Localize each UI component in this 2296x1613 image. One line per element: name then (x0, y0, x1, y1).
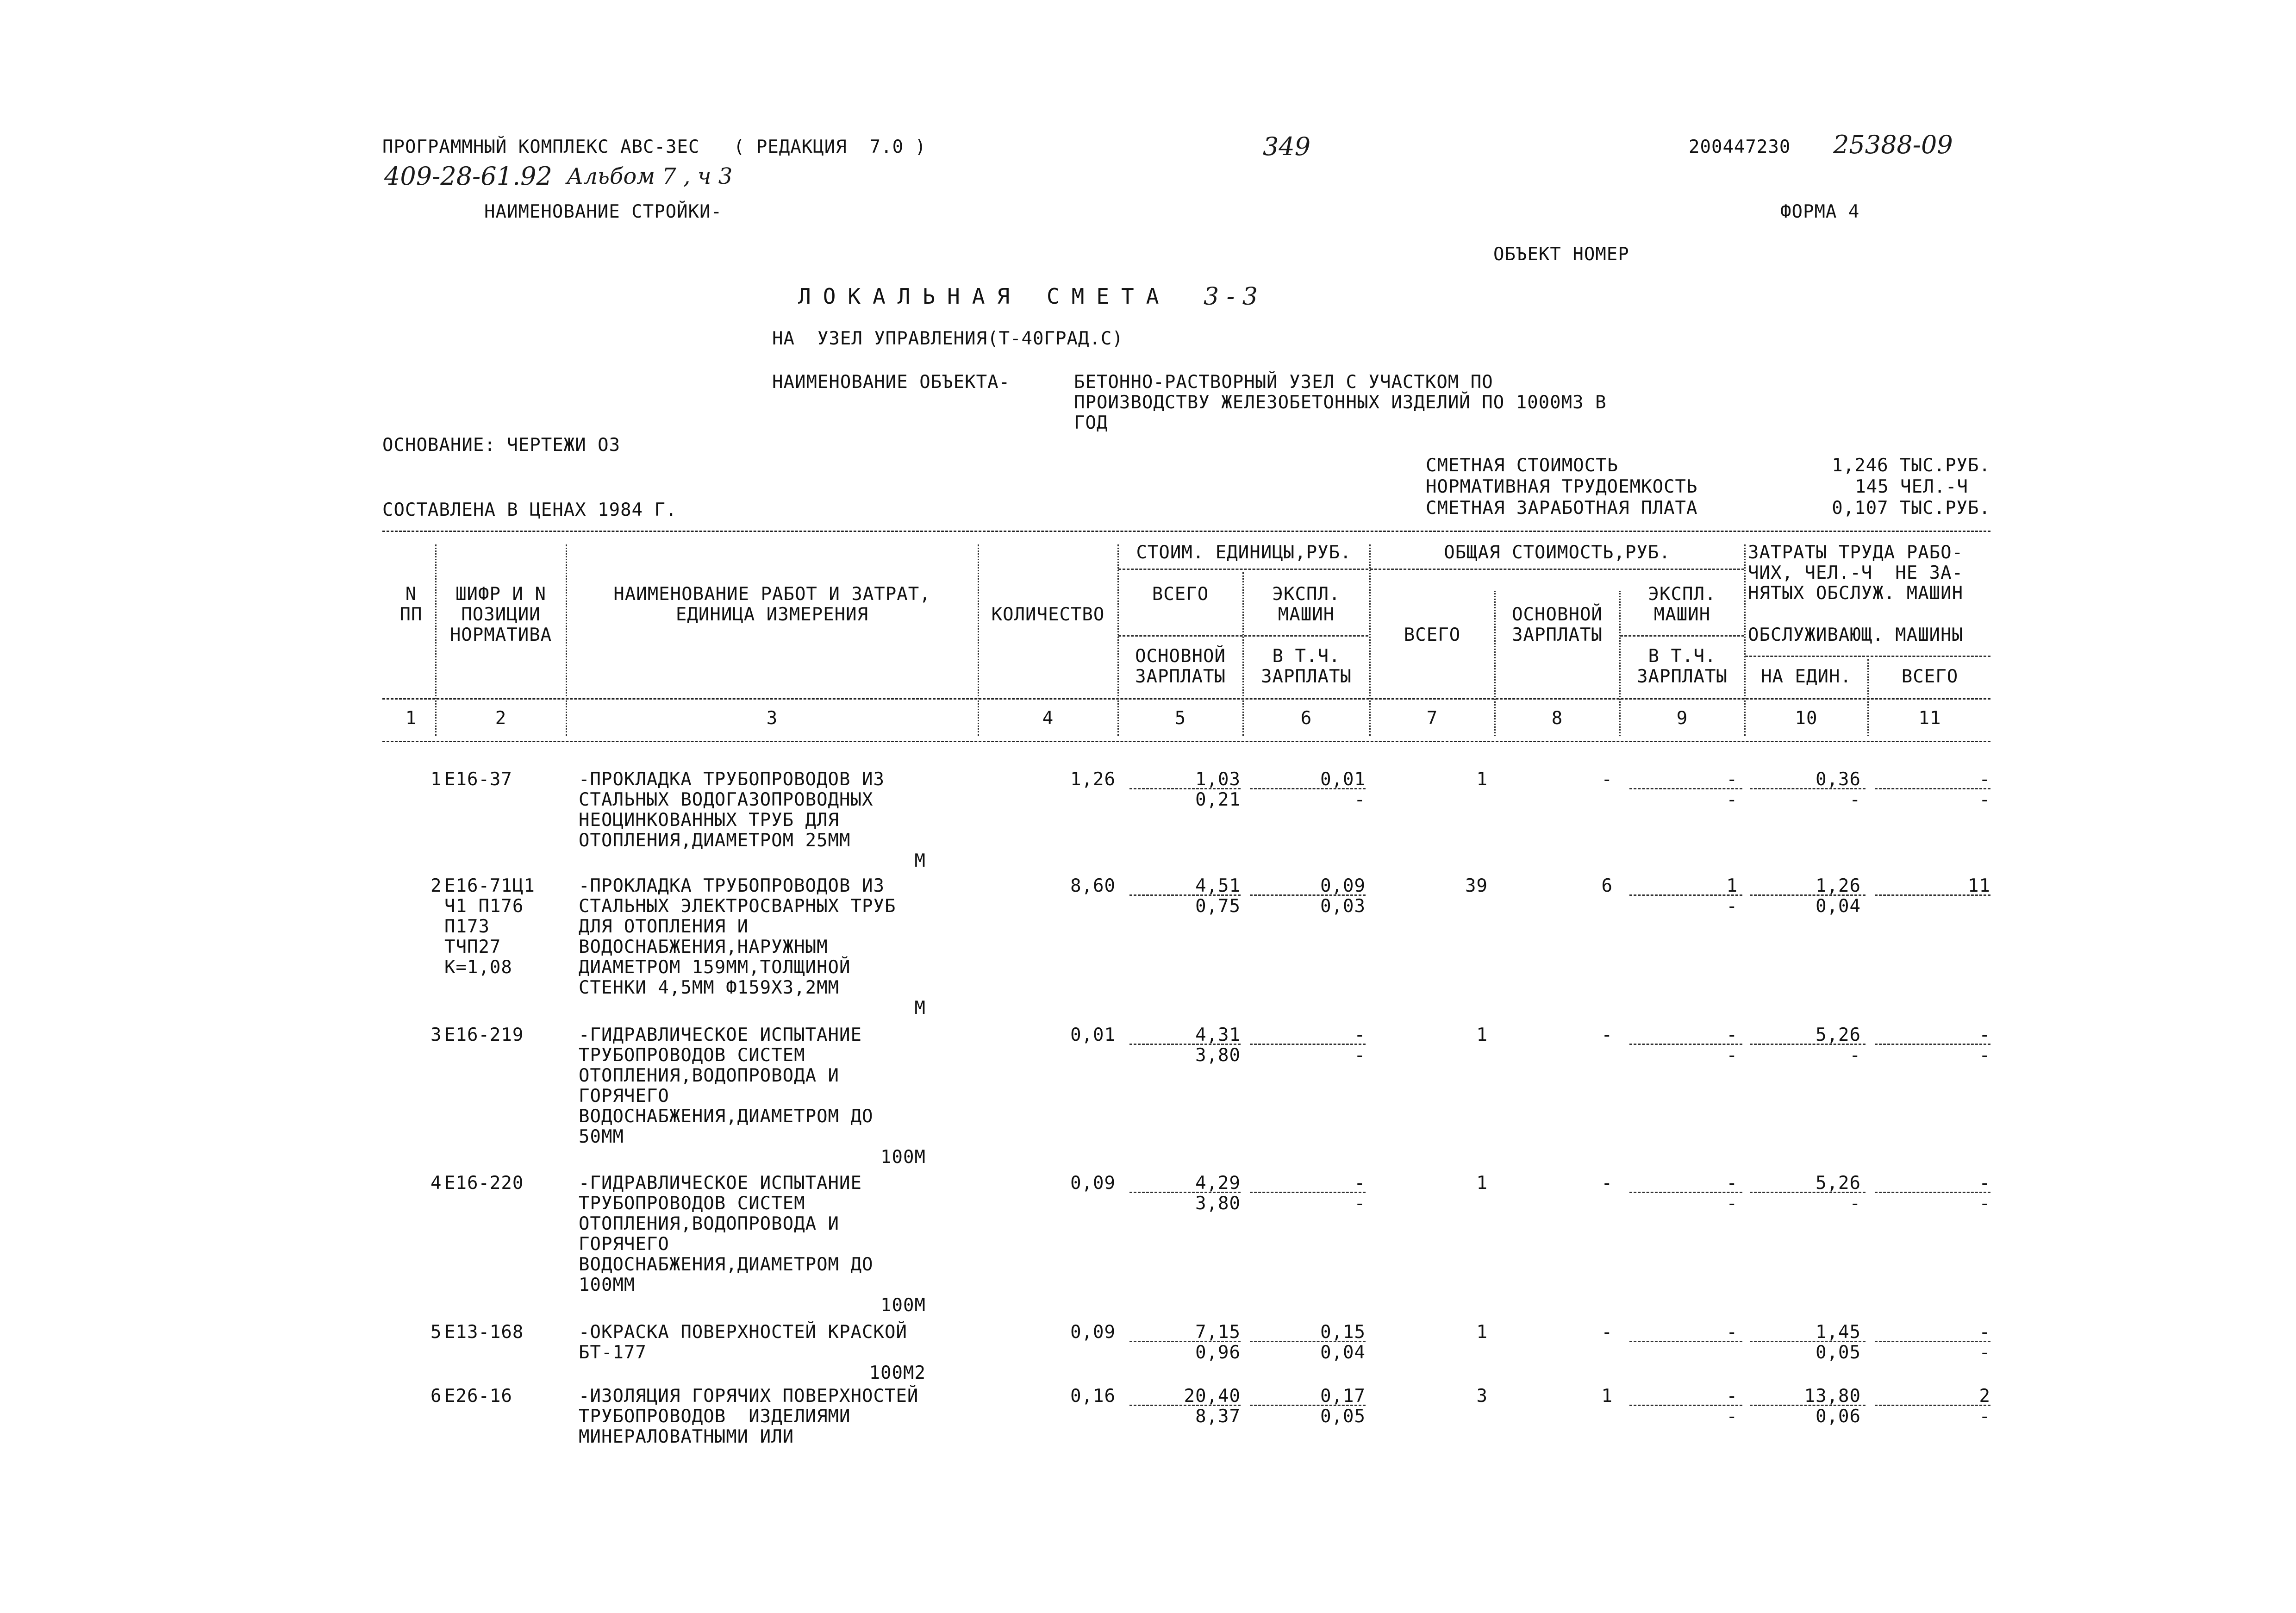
colnum-8: 8 (1551, 708, 1563, 729)
colnum-6: 6 (1300, 708, 1312, 729)
hdr-unit-cost: СТОИМ. ЕДИНИЦЫ,РУБ. (1136, 542, 1352, 563)
row-total-incl: - (1726, 1193, 1738, 1214)
hdr-total-all: ВСЕГО (1404, 625, 1461, 645)
row-unit: 100М (880, 1147, 926, 1168)
row-name-line: ТРУБОПРОВОДОВ СИСТЕМ (579, 1045, 805, 1066)
colnum-5: 5 (1174, 708, 1186, 729)
row-unit: 100М2 (869, 1363, 926, 1383)
row-labor-total: - (1979, 769, 1990, 790)
hdr-total-incl-2: ЗАРПЛАТЫ (1637, 666, 1728, 687)
row-labor-unit: 5,26 (1816, 1173, 1861, 1194)
hdr-labor-4: ОБСЛУЖИВАЮЩ. МАШИНЫ (1748, 625, 1964, 645)
row-total-expl: - (1726, 769, 1738, 790)
hdr-labor-total: ВСЕГО (1901, 666, 1959, 687)
row-name-line: МИНЕРАЛОВАТНЫМИ ИЛИ (579, 1426, 794, 1447)
row-labor-total: 11 (1968, 875, 1990, 896)
hdr-total-wage-2: ЗАРПЛАТЫ (1512, 625, 1603, 645)
colnum-3: 3 (766, 708, 778, 729)
labor-rule (1745, 656, 1990, 657)
row-number: 1 (430, 769, 442, 790)
row-subrule-total-expl (1629, 788, 1742, 789)
row-name-line: ГОРЯЧЕГО (579, 1234, 669, 1255)
row-code: Е13-168 (444, 1322, 524, 1343)
row-subrule-labor-total (1875, 1192, 1990, 1193)
row-subrule-labor-total (1875, 1341, 1990, 1342)
total-expl-rule (1620, 635, 1744, 637)
row-unit-incl: - (1354, 1045, 1366, 1066)
hdr-unit-total: ВСЕГО (1152, 584, 1209, 605)
hdr-total-expl-2: МАШИН (1653, 604, 1711, 625)
hdr-n: N (405, 584, 417, 605)
row-subrule-labor-total (1875, 788, 1990, 789)
row-total-wage: 1 (1601, 1386, 1613, 1407)
row-total: 1 (1476, 769, 1488, 790)
row-total-wage: 6 (1601, 875, 1613, 896)
row-name-line: ОТОПЛЕНИЯ,ВОДОПРОВОДА И (579, 1213, 840, 1234)
row-name-line: 100ММ (579, 1275, 636, 1295)
col-divider-3 (978, 544, 979, 736)
row-labor-unit-2: 0,05 (1816, 1342, 1861, 1363)
row-labor-unit: 1,26 (1816, 875, 1861, 896)
row-number: 6 (430, 1386, 442, 1407)
col-divider-6 (1369, 544, 1371, 736)
row-unit-expl: 0,15 (1320, 1322, 1366, 1343)
hdr-total-cost: ОБЩАЯ СТОИМОСТЬ,РУБ. (1444, 542, 1671, 563)
hdr-labor-unit: НА ЕДИН. (1761, 666, 1852, 687)
basis-label: ОСНОВАНИЕ: ЧЕРТЕЖИ ОЗ (382, 435, 621, 456)
row-total: 39 (1465, 875, 1488, 896)
row-total-wage: - (1601, 1025, 1613, 1045)
hdr-shifr-1: ШИФР И N (455, 584, 546, 605)
row-code: Е16-219 (444, 1025, 524, 1045)
row-subrule-labor-unit (1750, 1044, 1866, 1045)
total-cost-rule (1370, 569, 1744, 570)
row-total-incl: - (1726, 789, 1738, 810)
price-basis: СОСТАВЛЕНА В ЦЕНАХ 1984 Г. (382, 500, 677, 520)
row-unit: 100М (880, 1295, 926, 1316)
hdr-shifr-3: НОРМАТИВА (449, 625, 552, 645)
summary-wage-label: СМЕТНАЯ ЗАРАБОТНАЯ ПЛАТА (1426, 498, 1698, 519)
row-name-line: -ГИДРАВЛИЧЕСКОЕ ИСПЫТАНИЕ (579, 1173, 862, 1194)
row-name-line: -ПРОКЛАДКА ТРУБОПРОВОДОВ ИЗ (579, 769, 885, 790)
row-labor-total: 2 (1979, 1386, 1990, 1407)
row-unit-total: 7,15 (1195, 1322, 1241, 1343)
row-total-expl: - (1726, 1386, 1738, 1407)
hdr-name-2: ЕДИНИЦА ИЗМЕРЕНИЯ (675, 604, 869, 625)
row-name-line: ОТОПЛЕНИЯ,ДИАМЕТРОМ 25ММ (579, 830, 851, 851)
colnum-9: 9 (1676, 708, 1688, 729)
row-quantity: 0,16 (1070, 1386, 1116, 1407)
hdr-pp: ПП (399, 604, 423, 625)
row-unit-incl: 0,04 (1320, 1342, 1366, 1363)
hdr-labor-1: ЗАТРАТЫ ТРУДА РАБО- (1748, 542, 1964, 563)
row-unit-total: 1,03 (1195, 769, 1241, 790)
row-total-wage: - (1601, 1173, 1613, 1194)
hdr-unit-incl-1: В Т.Ч. (1272, 646, 1341, 667)
col-divider-10 (1867, 659, 1869, 736)
page-number-handwritten: 349 (1263, 132, 1311, 161)
object-number-label: ОБЪЕКТ НОМЕР (1493, 244, 1629, 265)
row-number: 3 (430, 1025, 442, 1045)
row-number: 5 (430, 1322, 442, 1343)
row-unit-wage: 0,96 (1195, 1342, 1241, 1363)
row-code: Е16-71Ц1 (444, 875, 535, 896)
col-divider-8 (1619, 591, 1621, 736)
row-total-wage: - (1601, 1322, 1613, 1343)
document-heading: ЛОКАЛЬНАЯ СМЕТА (798, 284, 1171, 309)
row-unit-expl: - (1354, 1025, 1366, 1045)
colnum-1: 1 (405, 708, 417, 729)
row-unit-total: 4,51 (1195, 875, 1241, 896)
unit-cost-rule-1 (1118, 569, 1368, 570)
summary-labor-label: НОРМАТИВНАЯ ТРУДОЕМКОСТЬ (1426, 476, 1698, 497)
document-code-handwritten: 25388-09 (1833, 130, 1953, 159)
row-unit-expl: - (1354, 1173, 1366, 1194)
row-quantity: 0,09 (1070, 1173, 1116, 1194)
colnum-10: 10 (1795, 708, 1818, 729)
row-name-line: ВОДОСНАБЖЕНИЯ,ДИАМЕТРОМ ДО (579, 1254, 873, 1275)
row-unit-wage: 0,75 (1195, 896, 1241, 917)
hdr-total-expl-1: ЭКСПЛ. (1648, 584, 1716, 605)
hdr-labor-2: ЧИХ, ЧЕЛ.-Ч НЕ ЗА- (1748, 563, 1964, 583)
col-divider-9 (1744, 544, 1746, 736)
col-divider-7 (1494, 591, 1496, 736)
program-name: ПРОГРАММНЫЙ КОМПЛЕКС АВС-ЗЕС ( РЕДАКЦИЯ 7.0 ) (382, 137, 927, 157)
estimate-number-handwritten: 3 - 3 (1204, 283, 1258, 311)
row-total-expl: - (1726, 1173, 1738, 1194)
row-unit-incl: 0,03 (1320, 896, 1366, 917)
row-total-wage: - (1601, 769, 1613, 790)
row-quantity: 0,01 (1070, 1025, 1116, 1045)
row-quantity: 0,09 (1070, 1322, 1116, 1343)
stroika-label: НАИМЕНОВАНИЕ СТРОЙКИ- (484, 201, 723, 222)
row-subrule-total-expl (1629, 1044, 1742, 1045)
row-unit-incl: - (1354, 1193, 1366, 1214)
row-labor-unit-2: - (1849, 1045, 1861, 1066)
row-labor-unit-2: - (1849, 1193, 1861, 1214)
row-subrule-unit-expl (1250, 1044, 1366, 1045)
row-unit-incl: - (1354, 789, 1366, 810)
summary-wage-value: 0,107 ТЫС.РУБ. (1832, 498, 1990, 519)
document-code: 200447230 (1689, 137, 1791, 157)
row-unit-total: 20,40 (1184, 1386, 1241, 1407)
col-divider-4 (1117, 544, 1119, 736)
row-total: 1 (1476, 1322, 1488, 1343)
summary-cost-value: 1,246 ТЫС.РУБ. (1832, 455, 1990, 476)
row-total-expl: - (1726, 1025, 1738, 1045)
hdr-unit-wage-2: ЗАРПЛАТЫ (1135, 666, 1226, 687)
colnum-4: 4 (1042, 708, 1054, 729)
object-line-1: БЕТОННО-РАСТВОРНЫЙ УЗЕЛ С УЧАСТКОМ ПО (1074, 372, 1493, 393)
row-subrule-unit-expl (1250, 788, 1366, 789)
row-subrule-total-expl (1629, 1192, 1742, 1193)
row-labor-unit: 0,36 (1816, 769, 1861, 790)
row-name-line: СТАЛЬНЫХ ВОДОГАЗОПРОВОДНЫХ (579, 789, 873, 810)
row-total-expl: - (1726, 1322, 1738, 1343)
row-number: 4 (430, 1173, 442, 1194)
row-name-line: 50ММ (579, 1126, 624, 1147)
row-total: 3 (1476, 1386, 1488, 1407)
hdr-labor-3: НЯТЫХ ОБСЛУЖ. МАШИН (1748, 583, 1964, 604)
row-labor-total-2: - (1979, 1406, 1990, 1427)
row-unit: М (914, 998, 926, 1019)
object-line-3: ГОД (1074, 413, 1108, 433)
row-labor-unit: 13,80 (1804, 1386, 1861, 1407)
row-unit-wage: 3,80 (1195, 1045, 1241, 1066)
hdr-unit-expl-2: МАШИН (1278, 604, 1335, 625)
album-label-handwritten: Альбом 7 , ч 3 (567, 163, 733, 189)
row-labor-total: - (1979, 1025, 1990, 1045)
row-labor-total-2: - (1979, 1342, 1990, 1363)
row-name-line: ВОДОСНАБЖЕНИЯ,ДИАМЕТРОМ ДО (579, 1106, 873, 1127)
header-bottom-rule (382, 698, 1990, 700)
object-label: НАИМЕНОВАНИЕ ОБЪЕКТА- (772, 372, 1011, 393)
colnum-11: 11 (1918, 708, 1941, 729)
row-code: Е16-220 (444, 1173, 524, 1194)
row-labor-total: - (1979, 1322, 1990, 1343)
row-subrule-total-expl (1629, 1341, 1742, 1342)
row-code: П173 (444, 916, 490, 937)
row-labor-unit: 1,45 (1816, 1322, 1861, 1343)
row-labor-total-2: - (1979, 789, 1990, 810)
row-name-line: -ИЗОЛЯЦИЯ ГОРЯЧИХ ПОВЕРХНОСТЕЙ (579, 1386, 919, 1407)
hdr-unit-expl-1: ЭКСПЛ. (1272, 584, 1341, 605)
row-name-line: ТРУБОПРОВОДОВ ИЗДЕЛИЯМИ (579, 1406, 851, 1427)
hdr-total-wage-1: ОСНОВНОЙ (1512, 604, 1603, 625)
row-subrule-unit-expl (1250, 1192, 1366, 1193)
row-labor-unit: 5,26 (1816, 1025, 1861, 1045)
row-labor-unit-2: - (1849, 789, 1861, 810)
row-name-line: ТРУБОПРОВОДОВ СИСТЕМ (579, 1193, 805, 1214)
row-total: 1 (1476, 1173, 1488, 1194)
row-name-line: ДИАМЕТРОМ 159ММ,ТОЛЩИНОЙ (579, 957, 851, 978)
row-unit-wage: 0,21 (1195, 789, 1241, 810)
row-subrule-labor-total (1875, 1044, 1990, 1045)
row-name-line: НЕОЦИНКОВАННЫХ ТРУБ ДЛЯ (579, 810, 840, 831)
row-labor-unit-2: 0,06 (1816, 1406, 1861, 1427)
album-code-handwritten: 409-28-61.92 (384, 162, 552, 191)
row-name-line: ОТОПЛЕНИЯ,ВОДОПРОВОДА И (579, 1065, 840, 1086)
row-total-incl: - (1726, 1406, 1738, 1427)
row-labor-total: - (1979, 1173, 1990, 1194)
row-unit-total: 4,31 (1195, 1025, 1241, 1045)
row-subrule-total-expl (1629, 1405, 1742, 1406)
row-unit-expl: 0,01 (1320, 769, 1366, 790)
object-line-2: ПРОИЗВОДСТВУ ЖЕЛЕЗОБЕТОННЫХ ИЗДЕЛИЙ ПО 1000М3 В (1074, 392, 1607, 413)
row-unit-total: 4,29 (1195, 1173, 1241, 1194)
row-name-line: -ГИДРАВЛИЧЕСКОЕ ИСПЫТАНИЕ (579, 1025, 862, 1045)
summary-cost-label: СМЕТНАЯ СТОИМОСТЬ (1426, 455, 1619, 476)
colnum-7: 7 (1426, 708, 1438, 729)
hdr-name-1: НАИМЕНОВАНИЕ РАБОТ И ЗАТРАТ, (613, 584, 931, 605)
form-number: ФОРМА 4 (1780, 201, 1860, 222)
row-subrule-total-expl (1629, 894, 1742, 896)
row-subrule-labor-total (1875, 894, 1990, 896)
hdr-total-incl-1: В Т.Ч. (1648, 646, 1716, 667)
row-quantity: 1,26 (1070, 769, 1116, 790)
hdr-unit-incl-2: ЗАРПЛАТЫ (1261, 666, 1352, 687)
row-total: 1 (1476, 1025, 1488, 1045)
row-unit-expl: 0,17 (1320, 1386, 1366, 1407)
row-total-incl: - (1726, 1045, 1738, 1066)
row-quantity: 8,60 (1070, 875, 1116, 896)
row-code: К=1,08 (444, 957, 512, 978)
hdr-qty: КОЛИЧЕСТВО (991, 604, 1105, 625)
colnum-2: 2 (495, 708, 507, 729)
row-number: 2 (430, 875, 442, 896)
row-code: Е16-37 (444, 769, 512, 790)
col-divider-5 (1242, 572, 1244, 736)
row-unit-wage: 3,80 (1195, 1193, 1241, 1214)
hdr-shifr-2: ПОЗИЦИИ (461, 604, 541, 625)
row-name-line: -ПРОКЛАДКА ТРУБОПРОВОДОВ ИЗ (579, 875, 885, 896)
colnum-bottom-rule (382, 741, 1990, 742)
row-labor-total-2: - (1979, 1193, 1990, 1214)
summary-labor-value: 145 ЧЕЛ.-Ч (1855, 476, 1968, 497)
row-labor-unit-2: 0,04 (1816, 896, 1861, 917)
row-subrule-labor-unit (1750, 788, 1866, 789)
row-subrule-labor-total (1875, 1405, 1990, 1406)
row-name-line: ДЛЯ ОТОПЛЕНИЯ И (579, 916, 749, 937)
table-top-rule (382, 531, 1990, 532)
row-subrule-labor-unit (1750, 1192, 1866, 1193)
row-labor-total-2: - (1979, 1045, 1990, 1066)
row-unit-incl: 0,05 (1320, 1406, 1366, 1427)
row-name-line: -ОКРАСКА ПОВЕРХНОСТЕЙ КРАСКОЙ (579, 1322, 907, 1343)
row-unit-wage: 8,37 (1195, 1406, 1241, 1427)
col-divider-1 (435, 544, 437, 736)
row-name-line: БТ-177 (579, 1342, 647, 1363)
row-name-line: СТАЛЬНЫХ ЭЛЕКТРОСВАРНЫХ ТРУБ (579, 896, 896, 917)
row-name-line: ВОДОСНАБЖЕНИЯ,НАРУЖНЫМ (579, 937, 828, 957)
row-unit-expl: 0,09 (1320, 875, 1366, 896)
row-code: Ч1 П176 (444, 896, 524, 917)
row-unit: М (914, 850, 926, 871)
col-divider-2 (566, 544, 567, 736)
row-code: ТЧП27 (444, 937, 501, 957)
hdr-unit-wage-1: ОСНОВНОЙ (1135, 646, 1226, 667)
row-total-incl: - (1726, 896, 1738, 917)
estimate-subject: НА УЗЕЛ УПРАВЛЕНИЯ(Т-40ГРАД.С) (772, 328, 1123, 349)
row-name-line: ГОРЯЧЕГО (579, 1086, 669, 1107)
row-name-line: СТЕНКИ 4,5ММ Ф159Х3,2ММ (579, 977, 840, 998)
row-total-expl: 1 (1726, 875, 1738, 896)
row-code: Е26-16 (444, 1386, 512, 1407)
